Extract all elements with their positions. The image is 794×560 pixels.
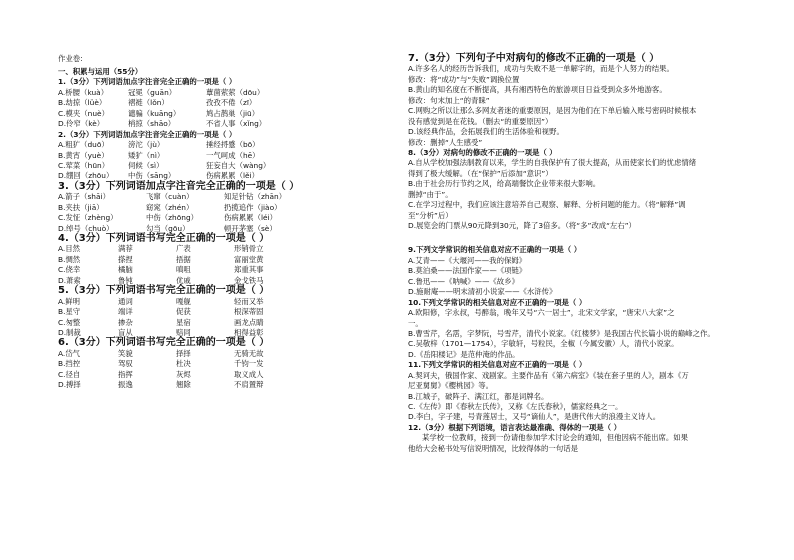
question-7-line: 没有感觉到是在花钱。（删去“的重要原因”） — [408, 116, 553, 126]
option-row — [58, 161, 388, 171]
option-cell: 满荐 — [118, 244, 133, 254]
option-row — [58, 140, 388, 150]
option-cell: C.模夹（nuè） — [58, 108, 109, 118]
option-row — [58, 109, 388, 119]
question-4-stem: 4.（3分）下列词语书写完全正确的一项是（ ） — [58, 233, 270, 244]
option-cell: D.绰号（chuò） — [58, 223, 114, 233]
option-row — [58, 359, 388, 369]
option-cell: A.桥腰（kuà） — [58, 87, 109, 97]
question-8-line: C.在学习过程中，我们应该注意培养自己观察、解释、分析问题的能力。（将“解释”调 — [408, 200, 686, 210]
option-cell: 翘除 — [176, 380, 191, 390]
option-cell: 鸠占鹊巢（jiū） — [206, 108, 260, 118]
question-11-stem: 11.下列文学常识的相关信息对应不正确的一项是（ ） — [408, 360, 587, 370]
option-cell: 杜决 — [176, 359, 191, 369]
option-cell: 赔同 — [176, 327, 191, 337]
right-column — [408, 54, 748, 454]
question-11-line: A.契诃夫，俄国作家、戏剧家。主要作品有《第六病室》《装在套子里的人》，剧本《万 — [408, 370, 689, 380]
question-5-stem: 5.（3分）下列词语书写完全正确的一项是（ ） — [58, 285, 270, 297]
option-cell: A.鲜明 — [58, 296, 81, 306]
option-cell: D.搏择 — [58, 380, 81, 390]
option-cell: 梢掠（shāo） — [128, 119, 176, 129]
question-8-line: 删掉“由于”。 — [408, 189, 453, 199]
option-cell: 嘎舰 — [176, 296, 191, 306]
option-cell: 伤病累累（lěi） — [206, 171, 259, 181]
option-row — [58, 349, 388, 359]
question-10-line: A.欧阳修，字永叔，号醉翁，晚年又号“六一居士”，北宋文学家，“唐宋八大家”之 — [408, 308, 675, 318]
option-row — [58, 192, 388, 202]
question-12-line: 他给大会秘书处写信说明情况，比较得体的一句话是 — [408, 443, 578, 453]
option-cell: B.劫掠（lüè） — [58, 98, 107, 108]
spacer — [408, 231, 748, 245]
question-7-line: B.黄山的知名度在不断提高，具有湘西特色的旅游项目日益受到众多外地游客。 — [408, 85, 667, 95]
option-cell: 孜孜不倦（zī） — [206, 98, 257, 108]
question-7-line: D.该经典作品，会拓展我们的生活体验和视野。 — [408, 127, 564, 137]
option-cell: 狂妄自大（wàng） — [206, 160, 271, 170]
question-7-line: C.网购之所以让那么多网友者迷的重要原因，是因为他们在下单后输入账号密码时候根本 — [408, 106, 697, 116]
option-cell: 滂沱（jù） — [128, 140, 165, 150]
option-cell: B.星守 — [58, 307, 81, 317]
question-6-options — [58, 349, 388, 391]
option-cell: A.岱气 — [58, 348, 81, 358]
option-cell: 相得益彰 — [234, 327, 264, 337]
question-8-line: D.展览会的门票从90元降到30元，降了3倍多。（将“多”改成“左右”） — [408, 221, 636, 230]
option-cell: 中伤（sāng） — [128, 171, 176, 181]
option-cell: 搽捏 — [118, 254, 133, 264]
option-cell: B.黄宵（yuè） — [58, 150, 109, 160]
worksheet-title: 作业卷: — [58, 54, 83, 63]
option-cell: 嗔咀 — [176, 265, 191, 275]
option-cell: 金戈铁马 — [234, 275, 264, 285]
section-heading: 一、积累与运用（55分） — [58, 67, 143, 76]
question-8-line: 至“分析”后） — [408, 210, 453, 220]
option-cell: 千钧一发 — [234, 359, 264, 369]
option-cell: 振逸 — [118, 380, 133, 390]
option-cell: C.荤菜（hūn） — [58, 160, 110, 170]
option-cell: A.目然 — [58, 244, 81, 254]
exam-page — [58, 54, 748, 544]
option-cell: 轻而又举 — [234, 296, 264, 306]
option-cell: B.挡控 — [58, 359, 81, 369]
question-8-line: 得到了极大缓解。（在“保护”后添加“意识”） — [408, 168, 553, 178]
option-row — [58, 318, 388, 328]
option-row — [58, 203, 388, 213]
question-10-line: B.曹雪芹，名霑，字梦阮，号雪芹，清代小说家。《红楼梦》是我国古代长篇小说的巅峰之作。 — [408, 328, 715, 338]
option-cell: 星宿 — [176, 317, 191, 327]
option-cell: 无骑无故 — [234, 348, 264, 358]
option-cell: C.匆整 — [58, 317, 81, 327]
option-row — [58, 98, 388, 108]
question-7-line: 修改：将“成功”与“失败”调换位置 — [408, 74, 520, 84]
question-7-stem: 7.（3分）下列句子中对病句的修改不正确的一项是（ ） — [408, 53, 660, 64]
option-cell: 中伤（zhōng） — [146, 213, 199, 223]
option-row — [58, 213, 388, 223]
question-9-stem: 9.下列文学常识的相关信息对应不正确的一项是（ ） — [408, 245, 582, 255]
option-cell: 择择 — [176, 348, 191, 358]
option-cell: C.侥幸 — [58, 265, 81, 275]
option-cell: 捂据 — [176, 254, 191, 264]
option-cell: 一气呵成（hē） — [206, 150, 260, 160]
question-12-line: 某学校一位教师，接到一份请他参加学术讨论会的通知，但他因病不能出席。如果 — [422, 433, 689, 443]
option-cell: 不省人事（xǐng） — [206, 119, 267, 129]
question-3-stem: 3.（3分）下列词语加点字注音完全正确的一项是（ ） — [58, 180, 300, 192]
question-10-stem: 10.下列文学常识的相关信息对应不正确的一项是（ ） — [408, 297, 587, 307]
option-cell: D.绷回（zhōu） — [58, 171, 114, 181]
option-cell: 端详 — [118, 307, 133, 317]
option-row — [58, 255, 388, 265]
option-cell: 富丽堂黄 — [234, 254, 264, 264]
question-1-stem: 1.（3分）下列词语加点字注音完全正确的一项是（ ） — [58, 77, 237, 87]
option-cell: 矮犷（nì） — [128, 150, 165, 160]
option-row — [58, 380, 388, 390]
option-cell: 顿开茅塞（sè） — [224, 223, 277, 233]
option-cell: 驾驭 — [118, 359, 133, 369]
option-cell: B.惆然 — [58, 254, 81, 264]
option-row — [58, 297, 388, 307]
option-cell: D.萧索 — [58, 275, 81, 285]
option-cell: 伺候（sì） — [128, 160, 164, 170]
question-2-options — [58, 140, 388, 182]
option-cell: 掺杂 — [118, 317, 133, 327]
option-cell: 指挥 — [118, 369, 133, 379]
option-cell: 橘脑 — [118, 265, 133, 275]
option-cell: 勾当（gōu） — [146, 223, 190, 233]
question-9-line: D.施耐庵——明末清初小说家——《水浒传》 — [408, 287, 557, 297]
question-2-stem: 2.（3分）下列词语加点字注音完全正确的一项是（ ） — [58, 129, 237, 139]
option-cell: D.伶窄（kè） — [58, 119, 105, 129]
question-9-line: C.鲁迅——《呐喊》——《故乡》 — [408, 276, 519, 286]
option-cell: 蕈菌萦萦（dōu） — [206, 87, 265, 97]
question-10-line: D.《岳阳楼记》是范仲淹的作品。 — [408, 349, 520, 359]
option-cell: C.发怔（zhèng） — [58, 213, 118, 223]
option-cell: 窈窕（zhén） — [146, 202, 194, 212]
option-cell: 捶经捋蹙（bō） — [206, 140, 260, 150]
option-cell: 盲从 — [118, 327, 133, 337]
option-cell: 褶裢（lǒn） — [128, 98, 169, 108]
question-7-line: 修改：删掉“人生感受” — [408, 137, 483, 147]
option-cell: 形销骨立 — [234, 244, 264, 254]
option-cell: B.夹扶（jiā） — [58, 202, 104, 212]
option-cell: 扔揽追作（jiào） — [224, 202, 282, 212]
left-column — [58, 54, 388, 391]
question-8-line: A.自从学校加强法制教育以来，学生的自我保护有了很大提高，从而使家长们的忧虑情绪 — [408, 158, 697, 168]
option-cell: 冠冕（guān） — [128, 87, 177, 97]
question-10-line: 一。 — [408, 318, 423, 328]
option-cell: D.制裁 — [58, 327, 81, 337]
option-cell: 灰烬 — [176, 369, 191, 379]
option-cell: 谴骗（kuāng） — [128, 108, 181, 118]
question-9-line: B.莫泊桑——法国作家——《项链》 — [408, 266, 527, 276]
question-5-options — [58, 297, 388, 339]
question-1-options — [58, 88, 388, 130]
question-11-line: B.江城子，破阵子、满江红，都是词牌名。 — [408, 391, 549, 401]
option-cell: A.箭子（shāi） — [58, 192, 110, 202]
option-cell: 笑貌 — [118, 348, 133, 358]
option-cell: 画龙点睛 — [234, 317, 264, 327]
option-row — [58, 88, 388, 98]
option-cell: 根深蒂固 — [234, 307, 264, 317]
option-cell: 鲁钝 — [118, 275, 133, 285]
option-row — [58, 307, 388, 317]
option-cell: C.径自 — [58, 369, 81, 379]
option-row — [58, 244, 388, 254]
option-row — [58, 151, 388, 161]
question-6-stem: 6.（3分）下列词语书写完全正确的一项是（ ） — [58, 337, 270, 349]
option-cell: 郑重其事 — [234, 265, 264, 275]
option-cell: 不肩置辩 — [234, 380, 264, 390]
question-11-line: C.《左传》即《春秋左氏传》，又称《左氏春秋》，儒家经典之一。 — [408, 402, 623, 411]
option-cell: 通词 — [118, 296, 133, 306]
question-8-stem: 8.（3分）对病句的修改不正确的一项是（ ） — [408, 147, 557, 157]
option-cell: 优戚 — [176, 275, 191, 285]
question-7-line: A.许多名人的经历告诉我们，成功与失败不是一单解字的，而是个人努力的结果。 — [408, 64, 674, 74]
option-cell: 广表 — [176, 244, 191, 254]
question-10-line: C.吴敬梓（1701—1754），字敏轩，号粒民，全椒（今属安徽）人，清代小说家。 — [408, 339, 679, 349]
question-11-line: D.李白，字子建，号青莲居士，又号“谪仙人”，是唐代伟大的浪漫主义诗人。 — [408, 412, 661, 422]
option-cell: 飞窜（cuàn） — [146, 192, 194, 202]
question-3-options — [58, 192, 388, 234]
question-11-line: 尼亚舅舅》《樱桃园》等。 — [408, 381, 493, 391]
question-7-line: 修改：句末加上“的青睐” — [408, 95, 490, 105]
option-cell: A.粗犷（duō） — [58, 140, 109, 150]
option-cell: 促获 — [176, 307, 191, 317]
option-row — [58, 265, 388, 275]
option-cell: 伤病累累（léi） — [224, 213, 277, 223]
question-12-stem: 12.（3分）根据下列语境，语言表达最准确、得体的一项是（ ） — [408, 422, 621, 432]
question-9-line: A.艾青——《大堰河——我的保姆》 — [408, 255, 527, 265]
option-row — [58, 370, 388, 380]
option-row — [58, 119, 388, 129]
question-4-options — [58, 244, 388, 286]
option-cell: 知足针钻（zhān） — [224, 192, 287, 202]
question-8-line: B.由于社会历行节约之风，给高端餐饮企业带来很大影响。 — [408, 179, 601, 189]
option-cell: 取义成人 — [234, 369, 264, 379]
